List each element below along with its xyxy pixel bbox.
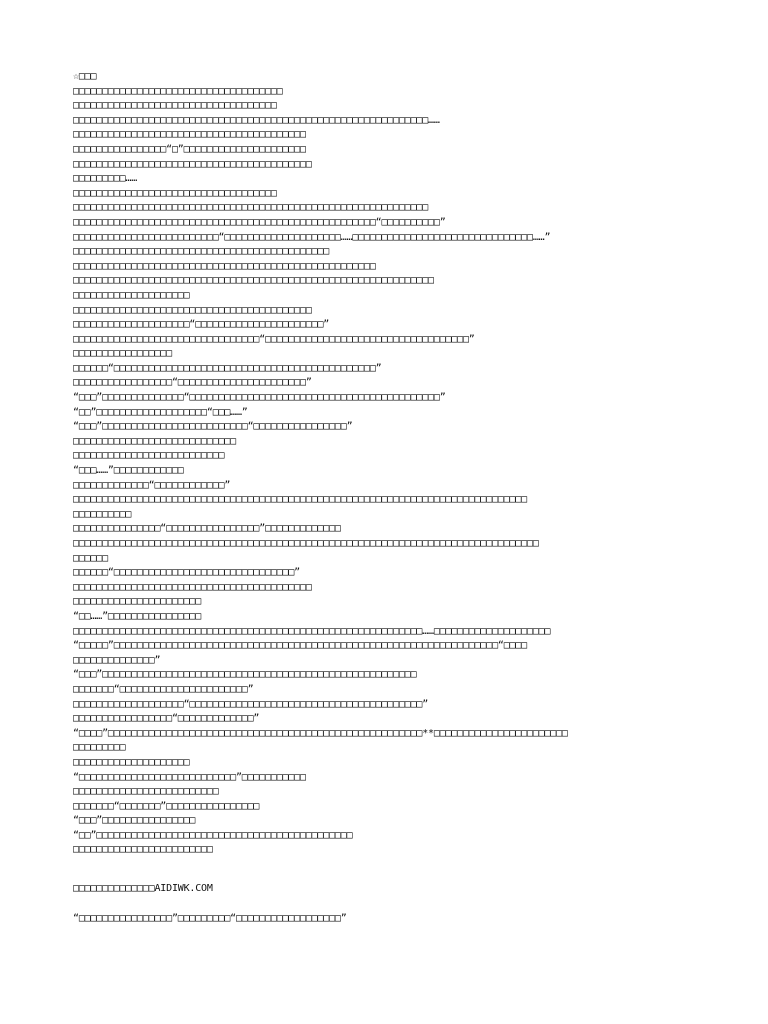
text-line: □□□□□□□□□…… <box>73 173 138 185</box>
text-line: □□□□□□□□□□□□□□□□□□□□□□□□□□□□□□□□□□□□□□□□□□□□□□□□□□□□□□□□□□□□□□□□□□□□□□□□□□□□□□□□ <box>73 538 539 549</box>
text-line: □□□□□□□□□□□□□□□□□□□□□□□□□□□□□□□□□□□□□□□□□□□□□□□□□□□□ <box>73 260 376 272</box>
site-credit-line[interactable]: □□□□□□□□□□□□□□AIDIWK.COM <box>73 882 213 894</box>
text-line: “□□”□□□□□□□□□□□□□□□□□□□□□□□□□□□□□□□□□□□□□□□□□□□□ <box>73 829 353 841</box>
text-line: □□□□□□□□□□ <box>73 508 132 520</box>
text-line: □□□□□□□□□□□□□□□□□“□□□□□□□□□□□□□” <box>73 713 260 725</box>
text-line: □□□□□□□□□□□□□□□□□□□□□□□□□□□□□□□□□□□ <box>73 187 277 199</box>
text-line: “□□□□□”□□□□□□□□□□□□□□□□□□□□□□□□□□□□□□□□□□□□□□□□□□□□□□□□□□□□□□□□□□□□□□□□□□“□□□□ <box>73 640 527 652</box>
text-line: □□□□□□ <box>73 552 108 564</box>
text-line: □□□□□□□□□□□□□□□□□ <box>73 348 172 360</box>
text-line: □□□□□□□□□□□□□□□□□□□“□□□□□□□□□□□□□□□□□□□□□□□□□□□□□□□□□□□□□□□□” <box>73 698 429 710</box>
text-line: □□□□□□□□□□□□□□□□“□”□□□□□□□□□□□□□□□□□□□□□ <box>73 143 306 155</box>
document-page <box>73 70 733 927</box>
text-line: □□□□□□□□□□□□□□□□□□□□□□□□□□□□□□□□□□□□ <box>73 85 283 97</box>
text-line: □□□□□□□□□□□□□“□□□□□□□□□□□□” <box>73 479 231 491</box>
text-line: □□□□□□□□□□□□□□□□□□□□□□□□□□□□□□□□□□□□□□□□□□□□□□□□□□□□“□□□□□□□□□□” <box>73 216 446 228</box>
text-line: □□□□□□□□□□□□□□□□□□□□ <box>73 756 190 768</box>
text-line: □□□□□□□□□□□□□□□□□□□□□□□□□□□□□□□□□□□□□□□□□□□□□□□□□□□□□□□□□□□□……□□□□□□□□□□□□□□□□□□□□ <box>73 625 551 637</box>
text-line: □□□□□□□□□ <box>73 742 126 754</box>
text-line: “□□……”□□□□□□□□□□□□□□□□ <box>73 610 202 622</box>
document-body <box>73 70 733 858</box>
text-line: □□□□□□□□□□□□□□□□□□□□□□□□□□□□□□□□□□□□□□□□□□□□ <box>73 246 330 258</box>
text-line: “□□□”□□□□□□□□□□□□□□□□ <box>73 815 196 827</box>
document-footer <box>73 881 733 928</box>
text-line: □□□□□□□“□□□□□□□”□□□□□□□□□□□□□□□□ <box>73 800 260 812</box>
text-line: □□□□□□“□□□□□□□□□□□□□□□□□□□□□□□□□□□□□□□” <box>73 567 300 579</box>
text-line: “□□□”□□□□□□□□□□□□□□“□□□□□□□□□□□□□□□□□□□□□□□□□□□□□□□□□□□□□□□□□□□” <box>73 392 446 404</box>
text-line: □□□□□□“□□□□□□□□□□□□□□□□□□□□□□□□□□□□□□□□□□□□□□□□□□□□□” <box>73 362 382 374</box>
text-line: □□□□□□□□□□□□□□□□□□□□□□□□□ <box>73 786 219 798</box>
text-line: □□□□□□□“□□□□□□□□□□□□□□□□□□□□□□” <box>73 683 254 695</box>
text-line: “□□□……”□□□□□□□□□□□□ <box>73 465 184 477</box>
spacer <box>73 858 733 873</box>
text-line: □□□□□□□□□□□□□□□□□□□□□□□□□“□□□□□□□□□□□□□□□□□□□□……□□□□□□□□□□□□□□□□□□□□□□□□□□□□□□□……” <box>73 231 551 243</box>
text-line: □□□□□□□□□□□□□□□□□“□□□□□□□□□□□□□□□□□□□□□□” <box>73 377 312 389</box>
text-line: “□□□□□□□□□□□□□□□□□□□□□□□□□□□”□□□□□□□□□□□ <box>73 771 306 783</box>
text-line: □□□□□□□□□□□□□□□“□□□□□□□□□□□□□□□□”□□□□□□□□□□□□□ <box>73 523 341 535</box>
text-line: □□□□□□□□□□□□□□□□□□□□ <box>73 289 190 301</box>
text-line: “□□□”□□□□□□□□□□□□□□□□□□□□□□□□□“□□□□□□□□□□□□□□□□” <box>73 421 353 433</box>
text-line: “□□□”□□□□□□□□□□□□□□□□□□□□□□□□□□□□□□□□□□□□□□□□□□□□□□□□□□□□□□ <box>73 669 417 681</box>
text-line: □□□□□□□□□□□□□□□□□□□□□□□□□□□□□□□□□□□□□□□□□□□□□□□□□□□□□□□□□□□□□□□□□□□□□□□□□□□□□□ <box>73 494 527 506</box>
text-line: “□□”□□□□□□□□□□□□□□□□□□□“□□□……” <box>73 406 248 418</box>
text-line: □□□□□□□□□□□□□□□□□□□□□□□□□□□□□□□□□□□□□□□□□ <box>73 158 312 170</box>
text-line: □□□□□□□□□□□□□□□□□□□□□□ <box>73 596 202 608</box>
text-line: □□□□□□□□□□□□□□□□□□□□□□□□□□□□□□□□□□□□□□□□□ <box>73 581 312 593</box>
text-line: □□□□□□□□□□□□□□□□□□□□□□□□□□□□□□□□□□□□□□□□□□□□□□□□□□□□□□□□□□□□□□ <box>73 275 434 287</box>
text-line: □□□□□□□□□□□□□□□□□□□□□□□□□□□□□□□□□□□□□□□□ <box>73 129 306 141</box>
text-line: □□□□□□□□□□□□□□□□□□□□□□□□□□□□□□□□“□□□□□□□□□□□□□□□□□□□□□□□□□□□□□□□□□□□” <box>73 333 475 345</box>
text-line: □□□□□□□□□□□□□□” <box>73 654 161 666</box>
text-line: □□□□□□□□□□□□□□□□□□□□□□□□□□□□□□□□□□□□□□□□□□□□□□□□□□□□□□□□□□□□□…… <box>73 114 440 126</box>
text-line: □□□□□□□□□□□□□□□□□□□□□□□□□□□□□□□□□□□□□□□□□ <box>73 304 312 316</box>
text-line: □□□□□□□□□□□□□□□□□□□□□□□□□□□□ <box>73 435 236 447</box>
text-line: □□□□□□□□□□□□□□□□□□□□□□□□□□ <box>73 450 225 462</box>
text-line: □□□□□□□□□□□□□□□□□□□□□□□□□□□□□□□□□□□□□□□□□□□□□□□□□□□□□□□□□□□□□ <box>73 202 429 214</box>
text-line: ☆□□□ <box>73 71 97 82</box>
text-line: “□□□□”□□□□□□□□□□□□□□□□□□□□□□□□□□□□□□□□□□□□□□□□□□□□□□□□□□□□□□**□□□□□□□□□□□□□□□□□□□□□□□ <box>73 727 568 739</box>
text-line: □□□□□□□□□□□□□□□□□□□□□□□□□□□□□□□□□□□ <box>73 100 277 112</box>
text-line: □□□□□□□□□□□□□□□□□□□□□□□□ <box>73 844 213 856</box>
closing-line: “□□□□□□□□□□□□□□□□”□□□□□□□□□“□□□□□□□□□□□□□□□□□□” <box>73 913 347 925</box>
spacer <box>73 897 733 912</box>
text-line: □□□□□□□□□□□□□□□□□□□□“□□□□□□□□□□□□□□□□□□□□□□” <box>73 319 330 331</box>
